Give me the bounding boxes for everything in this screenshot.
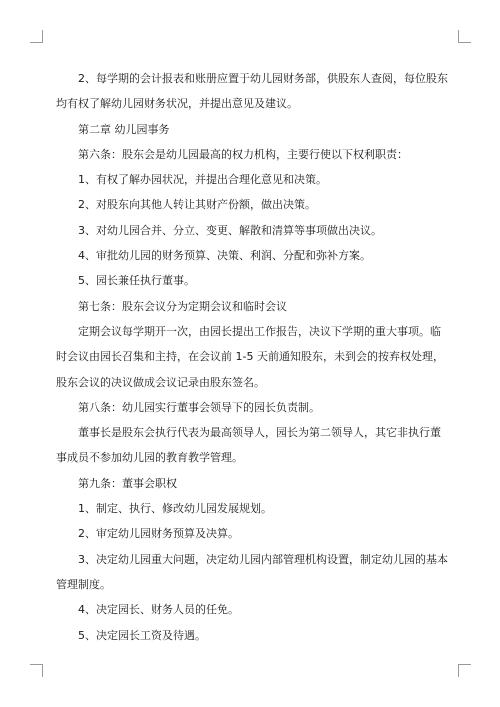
- list-item: 3、对幼儿园合并、分立、变更、解散和清算等事项做出决议。: [78, 223, 382, 237]
- list-item: 2、对股东向其他人转让其财产份额，做出决策。: [78, 198, 316, 212]
- paragraph: 董事长是股东会执行代表为最高领导人，园长为第二领导人，其它非执行董事成员不参加幼儿园的教育教学管理。: [56, 426, 441, 465]
- crop-mark-top-right: [458, 30, 471, 43]
- article-heading: 第七条：股东会议分为定期会议和临时会议: [78, 299, 287, 313]
- list-item: 4、决定园长、财务人员的任免。: [78, 603, 239, 617]
- list-item: 5、决定园长工资及待遇。: [78, 628, 206, 642]
- list-item: 1、有权了解办园状况，并提出合理化意见和决策。: [78, 173, 327, 187]
- article-heading: 第八条：幼儿园实行董事会领导下的园长负责制。: [78, 400, 320, 414]
- crop-mark-bottom-right: [458, 664, 471, 677]
- chapter-heading: 第二章 幼儿园事务: [78, 122, 170, 136]
- list-item: 2、审定幼儿园财务预算及决算。: [78, 527, 239, 541]
- list-item: 5、园长兼任执行董事。: [78, 274, 195, 288]
- crop-mark-bottom-left: [30, 664, 43, 677]
- list-item: 3、决定幼儿园重大问题，决定幼儿园内部管理机构设置，制定幼儿园的基本管理制度。: [56, 552, 448, 591]
- list-item: 4、审批幼儿园的财务预算、决策、利润、分配和弥补方案。: [78, 249, 371, 263]
- list-item: 1、制定、执行、修改幼儿园发展规划。: [78, 502, 272, 516]
- article-heading: 第六条：股东会是幼儿园最高的权力机构，主要行使以下权利职责：: [78, 147, 408, 161]
- paragraph: 2、每学期的会计报表和账册应置于幼儿园财务部，供股东人查阅，每位股东均有权了解幼儿园财务状况，并提出意见及建议。: [56, 72, 448, 111]
- paragraph: 定期会议每学期开一次，由园长提出工作报告，决议下学期的重大事项。临时会议由园长召集和主持，在会议前 1-5 天前通知股东，未到会的按弃权处理，股东会议的决议做成会议记录由股东签名。: [56, 324, 444, 389]
- article-heading: 第九条：董事会职权: [78, 476, 177, 490]
- crop-mark-top-left: [30, 30, 43, 43]
- document-body: [56, 66, 448, 648]
